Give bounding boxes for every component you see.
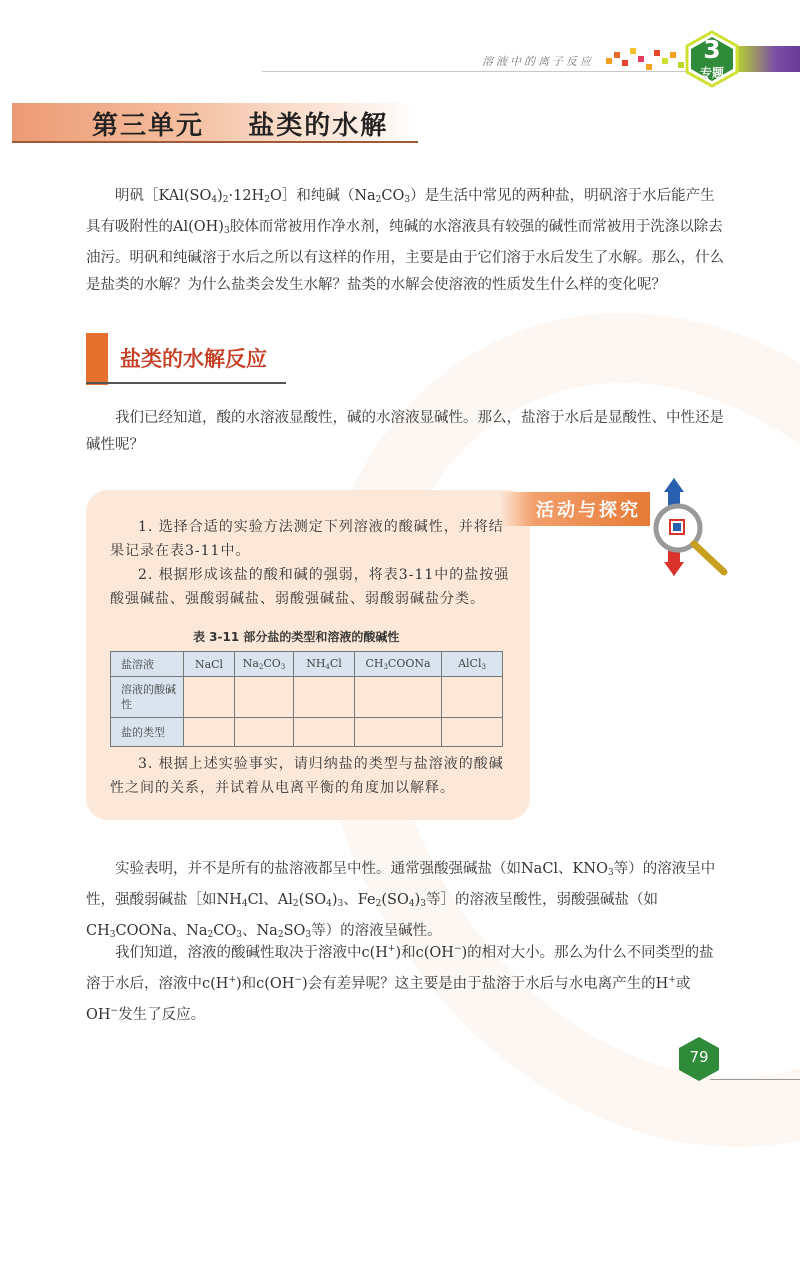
running-title: 溶液中的离子反应 xyxy=(482,55,594,68)
table-cell xyxy=(235,677,294,718)
table-row-label: 盐的类型 xyxy=(111,718,184,747)
section-accent-bar xyxy=(86,333,108,385)
chapter-number: 3 xyxy=(703,35,721,64)
table-cell xyxy=(355,718,442,747)
table-col-nacl: NaCl xyxy=(184,652,235,677)
header-decoration-dots xyxy=(604,46,686,72)
table-row xyxy=(111,677,503,718)
table-header-row xyxy=(111,652,503,677)
conclusion-paragraph-2: 我们知道，溶液的酸碱性取决于溶液中c(H+)和c(OH−)的相对大小。那么为什么不同类型的盐溶于水后，溶液中c(H+)和c(OH−)会有差异呢？这主要是由于盐溶于水后与水电离产生的H+或OH−发生了反应。 xyxy=(86,944,714,1023)
table-col-ch3coona: $CH_3COONa$ xyxy=(355,652,442,677)
activity-tag-label: 活动与探究 xyxy=(536,500,641,521)
table-cell xyxy=(235,718,294,747)
page-number-badge xyxy=(676,1036,722,1082)
section-title: 盐类的水解反应 xyxy=(120,347,267,371)
page-number: 79 xyxy=(689,1048,709,1066)
table-cell xyxy=(294,718,355,747)
activity-tag xyxy=(500,492,650,526)
table-col-alcl3: AlCl$_3$ xyxy=(442,652,503,677)
activity-step-3: 3. 根据上述实验事实，请归纳盐的类型与盐溶液的酸碱性之间的关系，并试着从电离平衡的角度加以解释。 xyxy=(110,756,504,796)
chapter-label: 专题 xyxy=(699,66,724,80)
magnifier-arrows-icon xyxy=(640,476,732,580)
table-title: 表 3-11 部分盐的类型和溶液的酸碱性 xyxy=(193,630,400,644)
table-col-nh4cl: $NH_4Cl$ xyxy=(294,652,355,677)
table-cell xyxy=(442,677,503,718)
conclusion-paragraph-1: 实验表明，并不是所有的盐溶液都呈中性。通常强酸强碱盐（如NaCl、$KNO_3$等）的溶液呈中性，强酸弱碱盐［如$NH_4Cl$、$Al_2(SO_4)_3$、$Fe_2(SO_4)_3$等］的溶液呈酸性，弱酸强碱盐（如$CH_3COONa$、$Na_2CO_3$、$Na_2SO_3$等）的溶液呈碱性。 xyxy=(86,861,716,940)
table-row xyxy=(111,718,503,747)
activity-step-1: 1. 选择合适的实验方法测定下列溶液的酸碱性，并将结果记录在表3-11中。 xyxy=(110,519,504,559)
chapter-badge xyxy=(683,30,741,88)
activity-step-2: 2. 根据形成该盐的酸和碱的强弱，将表3-11中的盐按强酸强碱盐、强酸弱碱盐、弱酸强碱盐、弱酸弱碱盐分类。 xyxy=(110,567,510,607)
footer-rule xyxy=(710,1079,800,1080)
unit-title-bar xyxy=(12,103,418,143)
salt-table xyxy=(110,651,503,747)
table-cell xyxy=(184,677,235,718)
table-cell xyxy=(355,677,442,718)
unit-title: 第三单元 盐类的水解 xyxy=(92,111,389,141)
table-header-label: 盐溶液 xyxy=(111,652,184,677)
table-row-label: 溶液的酸碱性 xyxy=(111,677,184,718)
table-cell xyxy=(184,718,235,747)
section-paragraph: 我们已经知道，酸的水溶液显酸性，碱的水溶液显碱性。那么，盐溶于水后是显酸性、中性还是碱性呢？ xyxy=(86,410,724,453)
table-col-na2co3: $Na_2CO_3$ xyxy=(235,652,294,677)
section-underline xyxy=(86,382,286,384)
intro-paragraph: 明矾$[KAl(SO_4)_2\cdot 12H_2O]$和纯碱$(Na_2CO_3)$是生活中常见的两种盐，明矾溶于水后能产生具有吸附性的$Al(OH)_3$胶体而常被用作净水剂，纯碱的水溶液具有较强的碱性而常被用于洗涤以除去油污。明矾和纯碱溶于水后之所以有这样的作用，主要是由于它们溶于水后发生了水解。那么，什么是盐类的水解？为什么盐类会发生水解？盐类的水解会使溶液的性质发生什么样的变化呢？ xyxy=(86,188,724,293)
table-cell xyxy=(442,718,503,747)
table-cell xyxy=(294,677,355,718)
